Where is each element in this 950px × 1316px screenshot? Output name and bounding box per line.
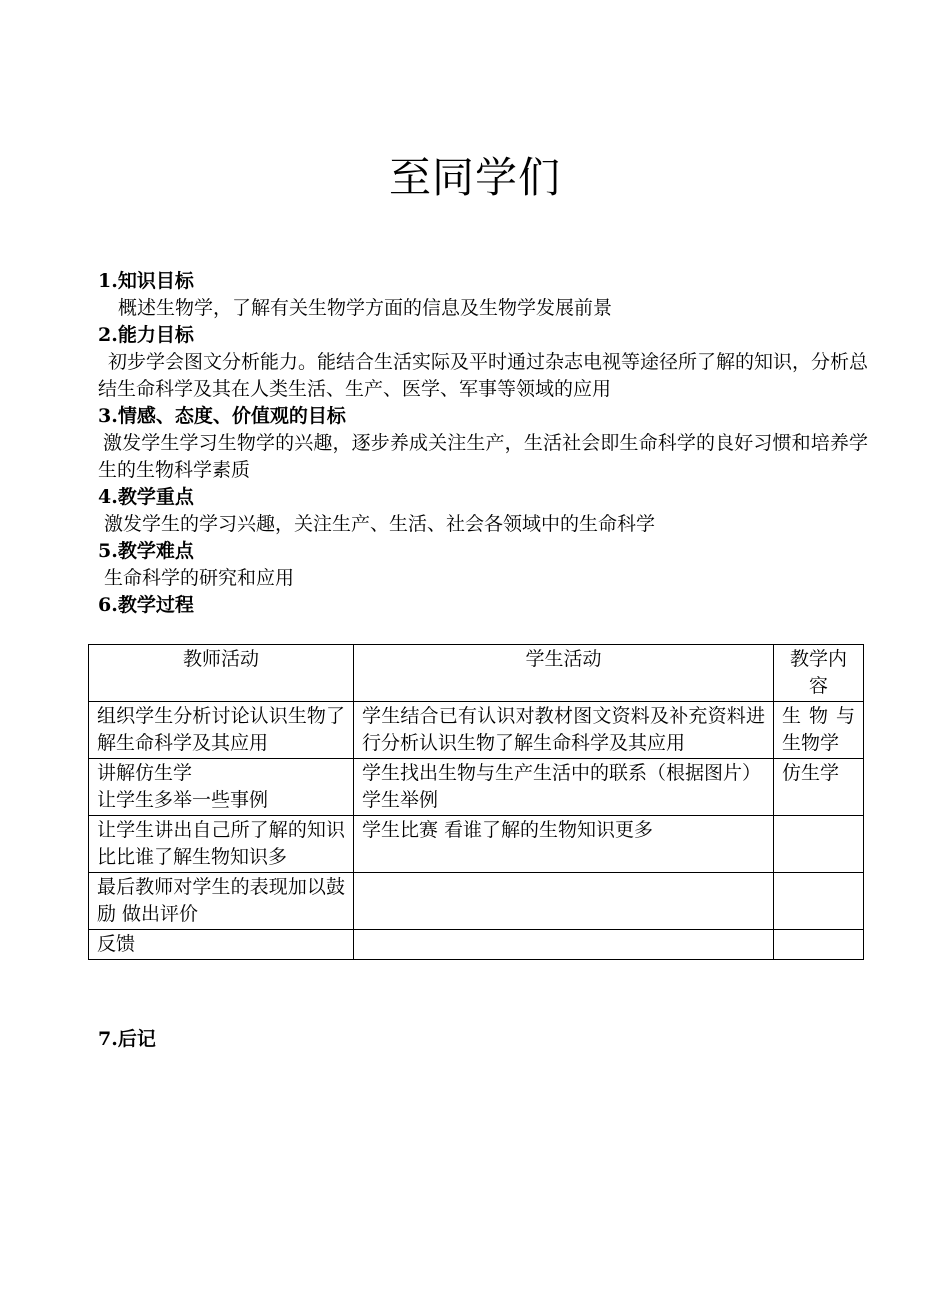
content-cell xyxy=(774,873,864,930)
table-header-row xyxy=(89,645,864,702)
student-cell: 学生找出生物与生产生活中的联系（根据图片） 学生举例 xyxy=(354,759,774,816)
teacher-cell: 反馈 xyxy=(89,930,354,960)
section-heading: 4.教学重点 xyxy=(98,486,194,508)
section-heading: 5.教学难点 xyxy=(98,540,194,562)
page-title: 至同学们 xyxy=(388,153,561,202)
teaching-process-table-wrapper xyxy=(88,644,864,960)
section-heading: 6.教学过程 xyxy=(98,594,194,616)
afterword-heading: 7.后记 xyxy=(98,1028,156,1050)
content-cell xyxy=(774,930,864,960)
student-cell: 学生结合已有认识对教材图文资料及补充资料进行分析认识生物了解生命科学及其应用 xyxy=(354,702,774,759)
lesson-objectives xyxy=(98,268,868,619)
section-body: 生命科学的研究和应用 xyxy=(104,567,295,589)
content-cell: 仿生学 xyxy=(774,759,864,816)
section-body: 概述生物学，了解有关生物学方面的信息及生物学发展前景 xyxy=(118,297,613,319)
teacher-cell: 让学生讲出自己所了解的知识 比比谁了解生物知识多 xyxy=(89,816,354,873)
table-row xyxy=(89,930,864,960)
content-cell xyxy=(774,816,864,873)
student-cell xyxy=(354,930,774,960)
table-row xyxy=(89,816,864,873)
column-header-content: 教学内容 xyxy=(774,645,864,702)
table-row xyxy=(89,759,864,816)
section-body: 激发学生学习生物学的兴趣，逐步养成关注生产，生活社会即生命科学的良好习惯和培养学生的生物科学素质 xyxy=(98,432,868,481)
section-heading: 1.知识目标 xyxy=(98,270,194,292)
column-header-student: 学生活动 xyxy=(354,645,774,702)
content-cell: 生物与生物学 xyxy=(774,702,864,759)
table-row xyxy=(89,702,864,759)
section-heading: 2.能力目标 xyxy=(98,324,194,346)
teacher-cell: 最后教师对学生的表现加以鼓励 做出评价 xyxy=(89,873,354,930)
table-row xyxy=(89,873,864,930)
teacher-cell: 讲解仿生学 让学生多举一些事例 xyxy=(89,759,354,816)
student-cell xyxy=(354,873,774,930)
student-cell: 学生比赛 看谁了解的生物知识更多 xyxy=(354,816,774,873)
section-body: 激发学生的学习兴趣，关注生产、生活、社会各领域中的生命科学 xyxy=(104,513,656,535)
section-heading: 3.情感、态度、价值观的目标 xyxy=(98,405,346,427)
teaching-process-table xyxy=(88,644,864,960)
teacher-cell: 组织学生分析讨论认识生物了解生命科学及其应用 xyxy=(89,702,354,759)
section-body: 初步学会图文分析能力。能结合生活实际及平时通过杂志电视等途径所了解的知识，分析总结生命科学及其在人类生活、生产、医学、军事等领域的应用 xyxy=(98,351,869,400)
column-header-teacher: 教师活动 xyxy=(89,645,354,702)
